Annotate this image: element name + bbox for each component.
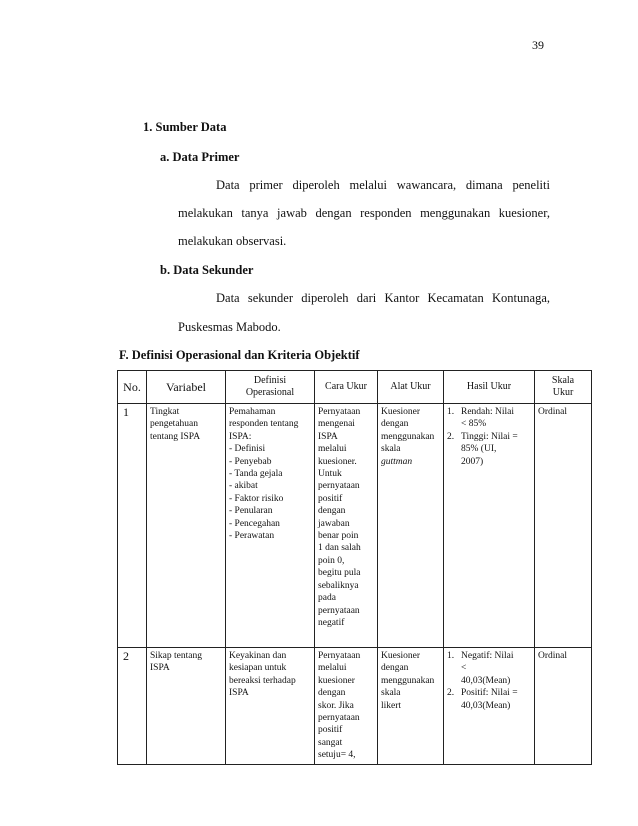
cell-line: setuju= 4, xyxy=(318,750,356,761)
hasil-number: 2. xyxy=(447,688,455,699)
hasil-item xyxy=(447,406,531,431)
hasil-line: Rendah: Nilai xyxy=(461,407,515,417)
primer-line-1 xyxy=(216,178,550,193)
cell-skala-ukur: Ordinal xyxy=(535,404,592,648)
cell-line: melalui xyxy=(318,444,347,455)
cell-no: 1 xyxy=(118,404,147,648)
cell-line: - Definisi xyxy=(229,444,266,455)
cell-variabel xyxy=(147,404,226,648)
cell-line: Keyakinan dan xyxy=(229,651,287,661)
cell-hasil-ukur xyxy=(444,648,535,765)
table-row xyxy=(118,648,592,765)
cell-line: kesiapan untuk xyxy=(229,663,287,674)
cell-line: Kuesioner xyxy=(381,407,421,417)
cell-definisi xyxy=(226,404,315,648)
cell-definisi xyxy=(226,648,315,765)
cell-line: - Tanda gejala xyxy=(229,469,283,480)
word: melakukan xyxy=(178,206,233,220)
cell-line: sebaliknya xyxy=(318,580,359,591)
header-definisi xyxy=(226,371,315,404)
word: Data xyxy=(216,291,240,305)
hasil-line: Negatif: Nilai xyxy=(461,651,514,661)
heading-sumber-data: 1. Sumber Data xyxy=(143,120,227,134)
table-row xyxy=(118,404,592,648)
primer-line-3: melakukan observasi. xyxy=(178,234,287,248)
cell-skala-ukur: Ordinal xyxy=(535,648,592,765)
cell-line: tentang ISPA xyxy=(150,431,201,442)
cell-line: - Penyebab xyxy=(229,456,272,467)
word: wawancara, xyxy=(396,178,457,192)
cell-line: Pemahaman xyxy=(229,407,276,417)
word: sekunder xyxy=(247,291,294,305)
alat-ukur-scale: guttman xyxy=(381,456,413,467)
word: Kantor xyxy=(384,291,420,305)
alat-ukur-text xyxy=(381,406,440,456)
cell-line: kuesioner xyxy=(318,675,355,686)
cell-line: bereaksi terhadap xyxy=(229,675,296,686)
cell-line: positif xyxy=(318,493,343,504)
cell-line: poin 0, xyxy=(318,555,345,566)
header-hasil-ukur: Hasil Ukur xyxy=(444,371,535,404)
hasil-line: 40,03(Mean) xyxy=(461,675,511,686)
hasil-line: Positif: Nilai = xyxy=(461,688,518,699)
cell-line: negatif xyxy=(318,617,345,628)
cell-hasil-ukur xyxy=(444,404,535,648)
word: jawab xyxy=(277,206,307,220)
word: melalui xyxy=(349,178,387,192)
cell-line: pernyataan xyxy=(318,481,360,492)
definisi-operasional-table xyxy=(117,370,592,765)
word: Kontunaga, xyxy=(492,291,550,305)
sekunder-line-1 xyxy=(216,291,550,306)
cell-alat-ukur xyxy=(378,648,444,765)
hasil-item xyxy=(447,650,531,687)
word: responden xyxy=(360,206,412,220)
cell-line: dengan xyxy=(318,688,346,699)
hasil-number: 2. xyxy=(447,431,455,442)
word: diperoleh xyxy=(301,291,349,305)
cell-line: skor. Jika xyxy=(318,700,354,711)
header-variabel: Variabel xyxy=(147,371,226,404)
cell-line: likert xyxy=(381,700,402,711)
word: dengan xyxy=(315,206,352,220)
cell-line: kuesioner. xyxy=(318,456,357,467)
cell-line: dengan xyxy=(318,506,346,517)
hasil-item xyxy=(447,687,531,712)
cell-no: 2 xyxy=(118,648,147,765)
hasil-line: 40,03(Mean) xyxy=(461,700,511,711)
header-skala-ukur xyxy=(535,371,592,404)
primer-line-2 xyxy=(178,206,550,221)
word: menggunakan xyxy=(420,206,491,220)
hasil-line: 2007) xyxy=(461,456,484,467)
cell-line: Sikap tentang xyxy=(150,651,202,661)
cell-line: Untuk xyxy=(318,469,342,480)
cell-line: ISPA xyxy=(229,688,249,699)
hasil-line: < 85% xyxy=(461,419,487,430)
heading-data-primer: a. Data Primer xyxy=(160,150,240,164)
hasil-line: Tinggi: Nilai = xyxy=(461,431,518,442)
cell-line: Pernyataan xyxy=(318,407,361,417)
word: dimana xyxy=(465,178,503,192)
cell-line: Pernyataan xyxy=(318,651,361,661)
cell-line: begitu pula xyxy=(318,568,361,579)
page-number: 39 xyxy=(532,38,544,52)
word: kuesioner, xyxy=(498,206,550,220)
cell-line: - Pencegahan xyxy=(229,518,280,529)
cell-line: - Penularan xyxy=(229,506,273,517)
cell-line: melalui xyxy=(318,663,347,674)
header-alat-ukur: Alat Ukur xyxy=(378,371,444,404)
table-header-row xyxy=(118,371,592,404)
cell-line: menggunakan xyxy=(381,431,435,442)
cell-line: Operasional xyxy=(245,387,295,398)
cell-line: skala xyxy=(381,688,401,699)
cell-line: benar poin xyxy=(318,531,359,542)
word: Kecamatan xyxy=(427,291,484,305)
cell-line: dengan xyxy=(381,419,409,430)
word: diperoleh xyxy=(292,178,340,192)
cell-line: - Faktor risiko xyxy=(229,493,284,504)
cell-line: jawaban xyxy=(318,518,350,529)
word: primer xyxy=(249,178,283,192)
header-cara-ukur: Cara Ukur xyxy=(315,371,378,404)
word: Data xyxy=(216,178,240,192)
cell-line: dengan xyxy=(381,663,409,674)
cell-line: Skala xyxy=(551,375,575,386)
hasil-item xyxy=(447,431,531,468)
heading-data-sekunder: b. Data Sekunder xyxy=(160,263,254,277)
word: peneliti xyxy=(512,178,550,192)
cell-line: Tingkat xyxy=(150,407,180,417)
cell-line: pernyataan xyxy=(318,713,360,724)
cell-line: pengetahuan xyxy=(150,419,199,430)
cell-cara-ukur xyxy=(315,404,378,648)
cell-line: positif xyxy=(318,725,343,736)
cell-line: Definisi xyxy=(253,375,287,386)
hasil-number: 1. xyxy=(447,407,455,417)
cell-line: 1 dan salah xyxy=(318,543,361,554)
cell-line: mengenai xyxy=(318,419,355,430)
cell-line: Kuesioner xyxy=(381,651,421,661)
cell-line: pada xyxy=(318,593,336,604)
cell-line: ISPA: xyxy=(229,431,252,442)
cell-line: - akibat xyxy=(229,481,258,492)
word: dari xyxy=(356,291,377,305)
cell-alat-ukur xyxy=(378,404,444,648)
cell-line: menggunakan xyxy=(381,675,435,686)
cell-line: ISPA xyxy=(150,663,170,674)
word: tanya xyxy=(241,206,269,220)
cell-line: pernyataan xyxy=(318,605,360,616)
cell-line: Ukur xyxy=(552,387,574,398)
cell-line: responden tentang xyxy=(229,419,299,430)
hasil-line: < xyxy=(461,663,467,674)
cell-line: skala xyxy=(381,444,401,455)
cell-line: sangat xyxy=(318,737,343,748)
heading-definisi-operasional: F. Definisi Operasional dan Kriteria Objektif xyxy=(119,348,360,362)
cell-line: - Perawatan xyxy=(229,531,275,542)
cell-line: ISPA xyxy=(318,431,338,442)
cell-variabel xyxy=(147,648,226,765)
header-no: No. xyxy=(118,371,147,404)
hasil-number: 1. xyxy=(447,651,455,661)
hasil-line: 85% (UI, xyxy=(461,444,497,455)
cell-cara-ukur xyxy=(315,648,378,765)
sekunder-line-2: Puskesmas Mabodo. xyxy=(178,320,281,334)
